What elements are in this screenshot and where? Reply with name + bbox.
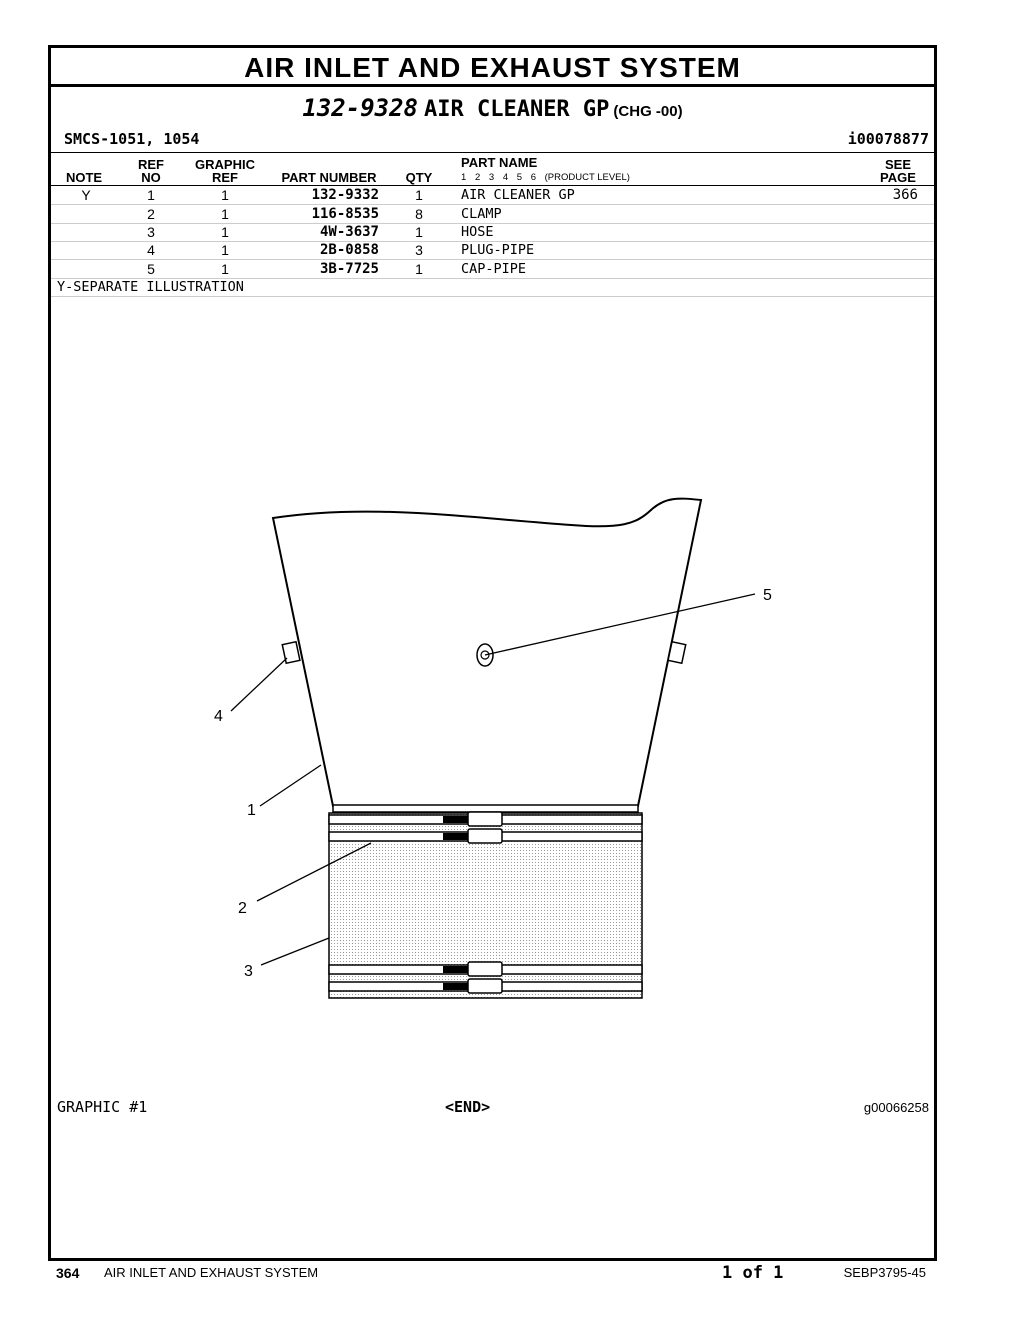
group-name: AIR CLEANER GP <box>423 97 610 122</box>
note-cell: Y <box>81 187 91 203</box>
col-qty: QTY <box>405 170 433 185</box>
col-ref-top: REF <box>138 157 164 172</box>
leader-1 <box>260 765 321 806</box>
part-number-cell: 132-9332 <box>311 187 379 203</box>
end-marker: <END> <box>445 1098 491 1116</box>
section-title: AIR INLET AND EXHAUST SYSTEM <box>51 48 934 87</box>
qty-cell: 1 <box>415 187 423 203</box>
part-name-cell: CLAMP <box>461 206 502 222</box>
separate-illustration-note: Y-SEPARATE ILLUSTRATION <box>57 279 244 295</box>
part-number-cell: 4W-3637 <box>319 224 379 240</box>
part-number-cell: 2B-0858 <box>319 242 379 258</box>
graphic-ref-cell: 1 <box>221 187 229 203</box>
callout-3: 3 <box>244 963 253 980</box>
callout-1: 1 <box>247 802 256 819</box>
part-name-cell: HOSE <box>461 224 494 240</box>
change-level: (CHG -00) <box>613 103 683 120</box>
leader-3 <box>261 938 329 965</box>
level-2: 2 <box>474 172 481 183</box>
part-number-cell: 3B-7725 <box>319 261 379 277</box>
product-level-label: (PRODUCT LEVEL) <box>544 172 630 183</box>
part-number-cell: 116-8535 <box>311 206 379 222</box>
col-see-bottom: PAGE <box>880 170 916 185</box>
page-of: 1 of 1 <box>722 1263 784 1283</box>
smcs-codes: SMCS-1051, 1054 <box>64 130 200 148</box>
col-see-top: SEE <box>884 157 911 172</box>
graphic-ref-cell: 1 <box>221 224 229 240</box>
level-4: 4 <box>502 172 509 183</box>
col-part-number: PART NUMBER <box>281 170 377 185</box>
level-6: 6 <box>530 172 536 183</box>
qty-cell: 8 <box>415 206 423 222</box>
air-cleaner-drawing <box>51 48 934 1258</box>
graphic-ref-cell: 1 <box>221 242 229 258</box>
graphic-id: g00066258 <box>863 1100 929 1115</box>
see-page-cell: 366 <box>892 187 918 203</box>
callout-2: 2 <box>238 900 247 917</box>
callout-5: 5 <box>763 587 772 604</box>
col-ref-bottom: NO <box>141 170 161 185</box>
plug-right <box>668 642 686 663</box>
col-graphic-top: GRAPHIC <box>195 157 255 172</box>
page-number: 364 <box>56 1265 80 1281</box>
graphic-ref-cell: 1 <box>221 206 229 222</box>
ref-cell: 2 <box>147 206 155 222</box>
level-3: 3 <box>488 172 495 183</box>
ref-cell: 3 <box>147 224 155 240</box>
level-5: 5 <box>516 172 523 183</box>
col-part-name: PART NAME <box>461 155 538 170</box>
part-name-cell: AIR CLEANER GP <box>461 187 575 203</box>
qty-cell: 3 <box>415 242 423 258</box>
col-graphic-bottom: REF <box>212 170 238 185</box>
leader-4 <box>231 658 287 711</box>
ref-cell: 5 <box>147 261 155 277</box>
group-part-number: 132-9328 <box>302 94 418 122</box>
part-name-cell: CAP-PIPE <box>461 261 527 277</box>
page-frame <box>48 45 937 1261</box>
document-id: SEBP3795-45 <box>843 1265 926 1280</box>
illustration-id: i00078877 <box>847 130 929 148</box>
ref-cell: 4 <box>147 242 155 258</box>
part-name-cell: PLUG-PIPE <box>461 242 535 258</box>
level-1: 1 <box>461 172 467 183</box>
graphic-label: GRAPHIC #1 <box>57 1098 148 1116</box>
callout-4: 4 <box>214 708 223 725</box>
qty-cell: 1 <box>415 261 423 277</box>
ref-cell: 1 <box>147 187 155 203</box>
qty-cell: 1 <box>415 224 423 240</box>
footer-section: AIR INLET AND EXHAUST SYSTEM <box>104 1265 319 1280</box>
graphic-ref-cell: 1 <box>221 261 229 277</box>
col-note: NOTE <box>65 170 103 185</box>
